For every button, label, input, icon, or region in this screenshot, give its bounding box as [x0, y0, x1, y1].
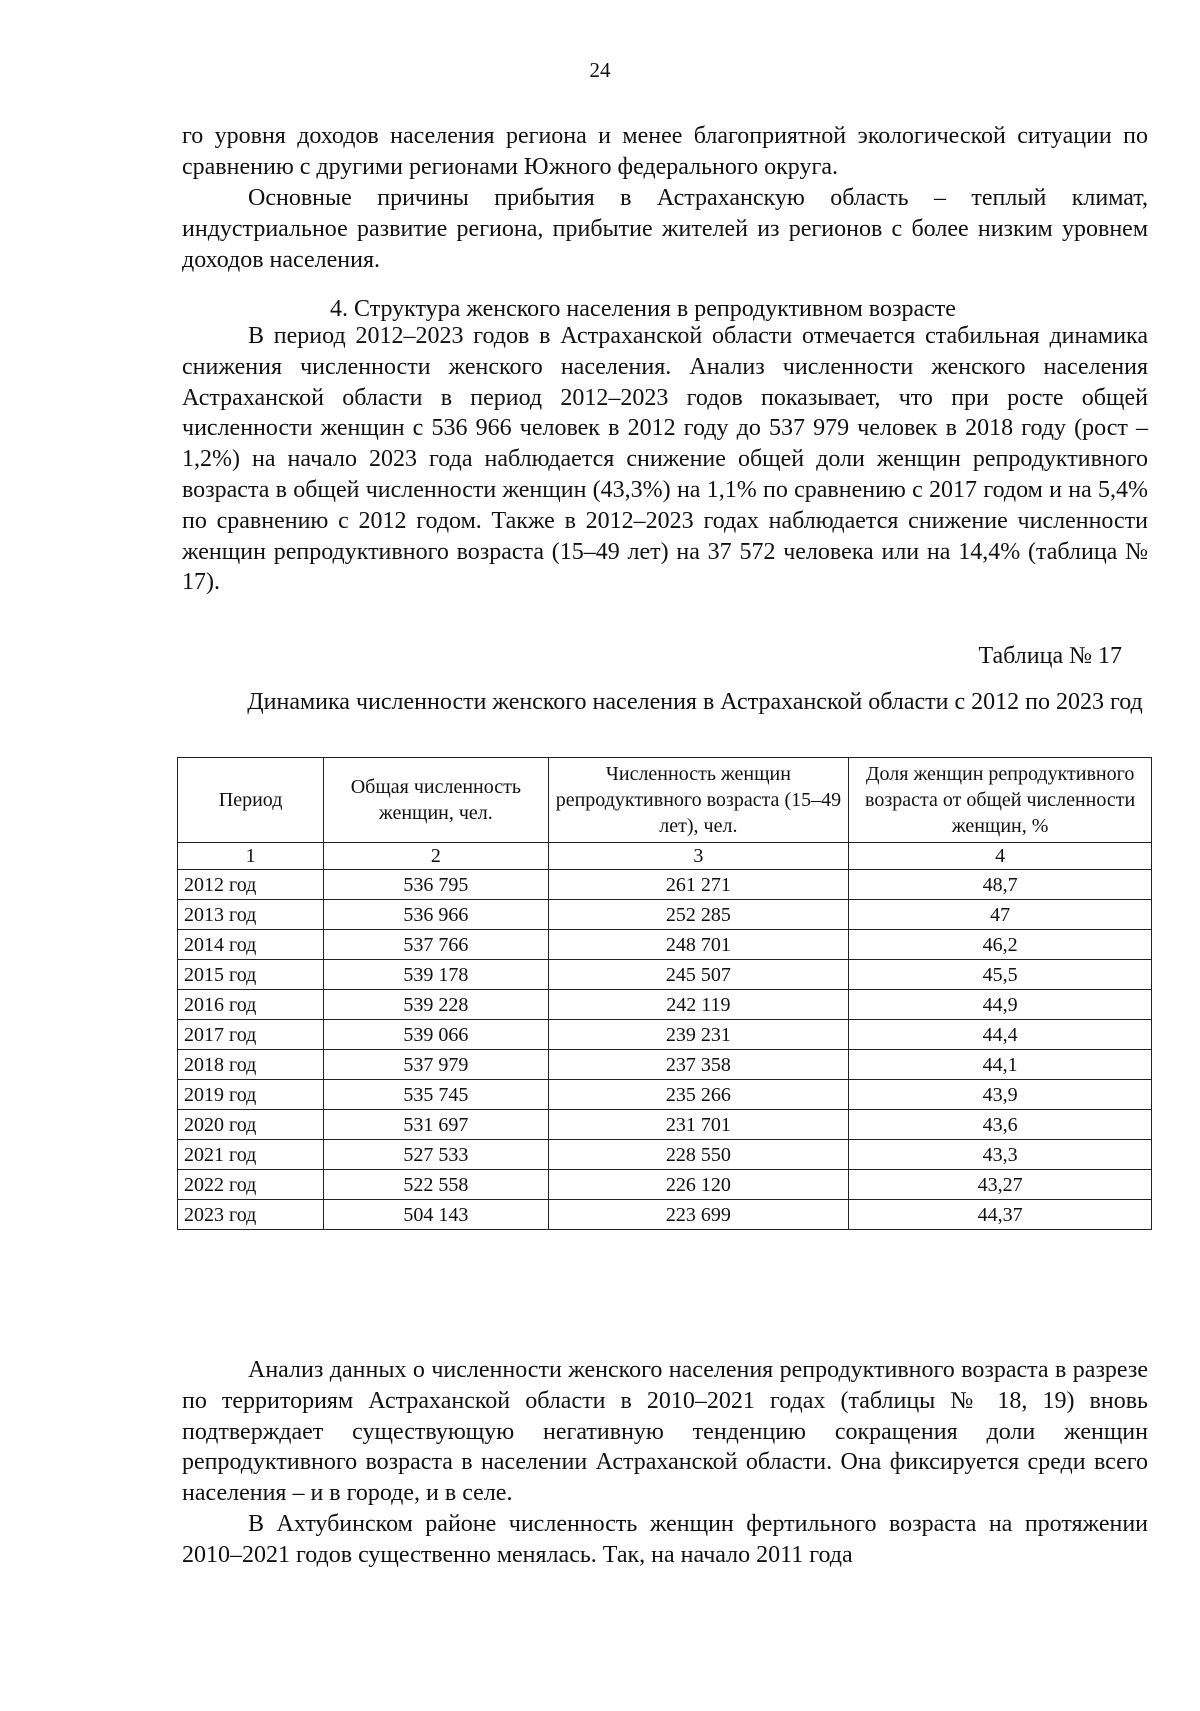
cell-period: 2015 год	[178, 960, 324, 990]
table-header-row	[178, 758, 1152, 843]
cell-share: 44,4	[849, 1020, 1152, 1050]
cell-share: 44,1	[849, 1050, 1152, 1080]
table-row	[178, 1080, 1152, 1110]
cell-share: 43,3	[849, 1140, 1152, 1170]
column-number: 4	[849, 843, 1152, 870]
cell-total: 504 143	[324, 1200, 548, 1230]
paragraph: В Ахтубинском районе численность женщин фертильного возраста на протяжении 2010–2021 годов существенно менялась. Так, на начало 2011 года	[182, 1510, 1148, 1568]
cell-share: 46,2	[849, 930, 1152, 960]
cell-reproductive: 261 271	[548, 870, 849, 900]
population-table	[177, 757, 1152, 1230]
cell-share: 44,37	[849, 1200, 1152, 1230]
cell-total: 539 178	[324, 960, 548, 990]
cell-reproductive: 231 701	[548, 1110, 849, 1140]
table-row	[178, 1050, 1152, 1080]
cell-reproductive: 223 699	[548, 1200, 849, 1230]
header-period: Период	[178, 758, 324, 843]
paragraph: го уровня доходов населения региона и менее благоприятной экологической ситуации по сравнению с другими регионами Южного федерального округа.	[182, 123, 1148, 180]
column-number-row	[178, 843, 1152, 870]
column-number: 3	[548, 843, 849, 870]
paragraph: В период 2012–2023 годов в Астраханской области отмечается стабильная динамика снижения численности женского населения. Анализ численности женского населения Астраханской области в период 2012–2023 годов показывает, что при росте общей численности женщин с 536 966 человек в 2012 году до 537 979 человек в 2018 году (рост – 1,2%) на начало 2023 года наблюдается снижение общей доли женщин репродуктивного возраста в общей численности женщин (43,3%) на 1,1% по сравнению с 2017 годом и на 5,4% по сравнению с 2012 годом. Также в 2012–2023 годах наблюдается снижение численности женщин репродуктивного возраста (15–49 лет) на 37 572 человека или на 14,4% (таблица № 17).	[182, 323, 1148, 596]
cell-share: 43,6	[849, 1110, 1152, 1140]
cell-period: 2017 год	[178, 1020, 324, 1050]
table-row	[178, 930, 1152, 960]
cell-total: 539 066	[324, 1020, 548, 1050]
cell-share: 45,5	[849, 960, 1152, 990]
table-label: Таблица № 17	[978, 643, 1122, 669]
cell-period: 2018 год	[178, 1050, 324, 1080]
table-row	[178, 1200, 1152, 1230]
cell-period: 2013 год	[178, 900, 324, 930]
cell-total: 536 966	[324, 900, 548, 930]
header-reproductive-women: Численность женщин репродуктивного возраста (15–49 лет), чел.	[548, 758, 849, 843]
cell-total: 537 766	[324, 930, 548, 960]
section-title: 4. Структура женского населения в репродуктивном возрасте	[330, 296, 956, 322]
cell-period: 2020 год	[178, 1110, 324, 1140]
cell-total: 531 697	[324, 1110, 548, 1140]
paragraph: Основные причины прибытия в Астраханскую область – теплый климат, индустриальное развитие региона, прибытие жителей из регионов с более низким уровнем доходов населения.	[182, 185, 1148, 273]
table-row	[178, 960, 1152, 990]
cell-period: 2021 год	[178, 1140, 324, 1170]
cell-total: 536 795	[324, 870, 548, 900]
cell-period: 2016 год	[178, 990, 324, 1020]
cell-reproductive: 235 266	[548, 1080, 849, 1110]
cell-reproductive: 252 285	[548, 900, 849, 930]
table-row	[178, 990, 1152, 1020]
table-row	[178, 870, 1152, 900]
cell-reproductive: 248 701	[548, 930, 849, 960]
table-row	[178, 1140, 1152, 1170]
table-row	[178, 1170, 1152, 1200]
column-number: 2	[324, 843, 548, 870]
cell-period: 2012 год	[178, 870, 324, 900]
cell-period: 2014 год	[178, 930, 324, 960]
table-caption: Динамика численности женского населения в Астраханской области с 2012 по 2023 год	[247, 689, 1143, 715]
cell-period: 2023 год	[178, 1200, 324, 1230]
column-number: 1	[178, 843, 324, 870]
cell-total: 535 745	[324, 1080, 548, 1110]
cell-share: 44,9	[849, 990, 1152, 1020]
cell-reproductive: 242 119	[548, 990, 849, 1020]
header-total-women: Общая численность женщин, чел.	[324, 758, 548, 843]
table-row	[178, 1020, 1152, 1050]
cell-share: 43,27	[849, 1170, 1152, 1200]
cell-share: 47	[849, 900, 1152, 930]
paragraph-section-intro	[182, 321, 1148, 598]
cell-total: 539 228	[324, 990, 548, 1020]
cell-total: 527 533	[324, 1140, 548, 1170]
table-body	[178, 843, 1152, 1230]
cell-share: 43,9	[849, 1080, 1152, 1110]
cell-reproductive: 239 231	[548, 1020, 849, 1050]
cell-period: 2022 год	[178, 1170, 324, 1200]
paragraph-reasons	[182, 183, 1148, 275]
cell-share: 48,7	[849, 870, 1152, 900]
cell-reproductive: 245 507	[548, 960, 849, 990]
page-number: 24	[589, 58, 611, 82]
cell-total: 537 979	[324, 1050, 548, 1080]
table-row	[178, 900, 1152, 930]
cell-reproductive: 226 120	[548, 1170, 849, 1200]
cell-period: 2019 год	[178, 1080, 324, 1110]
cell-reproductive: 228 550	[548, 1140, 849, 1170]
header-reproductive-share: Доля женщин репродуктивного возраста от общей численности женщин, %	[849, 758, 1152, 843]
table-row	[178, 1110, 1152, 1140]
paragraph-continuation	[182, 121, 1148, 183]
paragraph: Анализ данных о численности женского населения репродуктивного возраста в разрезе по территориям Астраханской области в 2010–2021 годах (таблицы № 18, 19) вновь подтверждает существующую негативную тенденцию сокращения доли женщин репродуктивного возраста в населении Астраханской области. Она фиксируется среди всего населения – и в городе, и в селе.	[182, 1357, 1148, 1507]
cell-reproductive: 237 358	[548, 1050, 849, 1080]
paragraph-analysis	[182, 1355, 1148, 1571]
cell-total: 522 558	[324, 1170, 548, 1200]
